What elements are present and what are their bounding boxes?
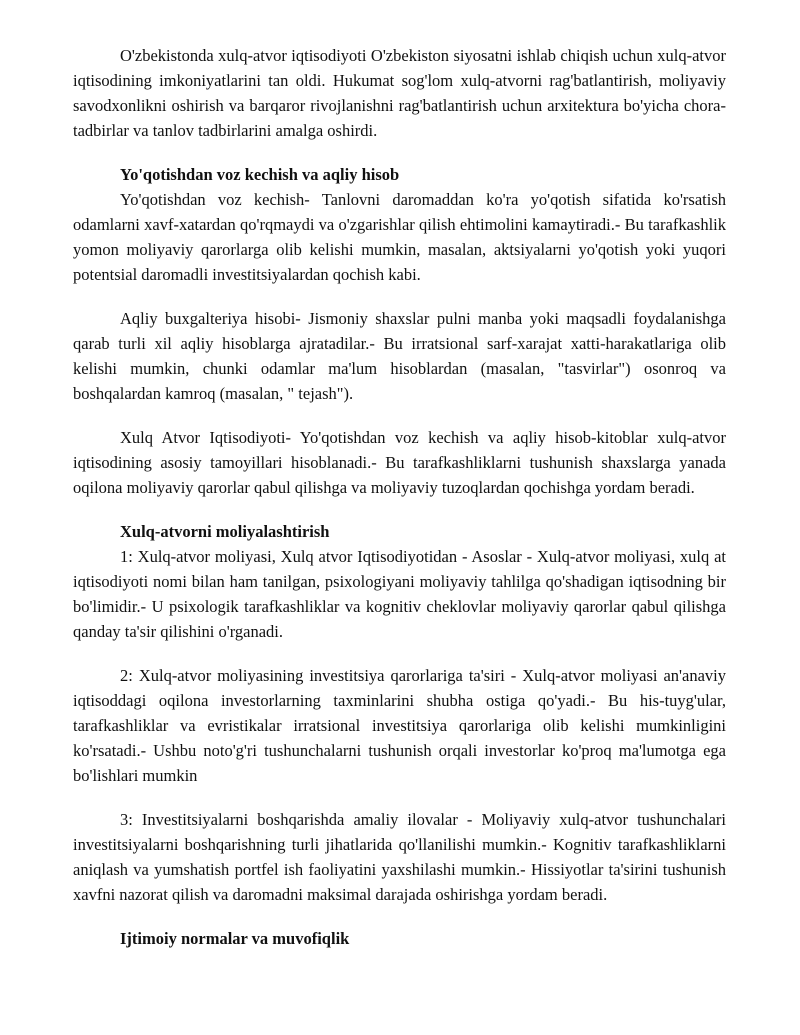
section-heading-loss-aversion: Yo'qotishdan voz kechish va aqliy hisob [120,165,400,184]
paragraph-finance-3: 3: Investitsiyalarni boshqarishda amaliy ilovalar - Moliyaviy xulq-atvor tushunchalari investitsiyalarni boshqarishning turli jihatlarida qo'llanilishi mumkin.- Kognitiv tarafkashliklarni aniqlash va yumshatish portfel ish faoliyatini yaxshilashi mumkin.- Hissiyotlar ta'sirini tushunish xavfni nazorat qilish va daromadni maksimal darajada oshirishga yordam beradi. [73,810,726,904]
section-heading-behavioral-finance: Xulq-atvorni moliyalashtirish [120,522,330,541]
document-page [73,43,726,951]
paragraph-mental-accounting: Aqliy buxgalteriya hisobi- Jismoniy shaxslar pulni manba yoki maqsadli foydalanishga qarab turli xil aqliy hisoblarga ajratadilar.- Bu irratsional sarf-xarajat xatti-harakatlariga olib kelishi mumkin, chunki odamlar ma'lum hisoblardan (masalan, "tasvirlar") osonroq va boshqalardan kamroq (masalan, " tejash"). [73,309,726,403]
paragraph-loss-aversion: Yo'qotishdan voz kechish- Tanlovni daromaddan ko'ra yo'qotish sifatida ko'rsatish odamlarni xavf-xatardan qo'rqmaydi va o'zgarishlar qilish ehtimolini kamaytiradi.- Bu tarafkashlik yomon moliyaviy qarorlarga olib kelishi mumkin, masalan, aktsiyalarni yo'qotish yoki yuqori potentsial daromadli investitsiyalardan qochish kabi. [73,190,726,284]
intro-paragraph: O'zbekistonda xulq-atvor iqtisodiyoti O'zbekiston siyosatni ishlab chiqish uchun xulq-atvor iqtisodining imkoniyatlarini tan oldi. Hukumat sog'lom xulq-atvorni rag'batlantirish, moliyaviy savodxonlikni oshirish va barqaror rivojlanishni rag'batlantirish uchun arxitektura bo'yicha chora-tadbirlar va tanlov tadbirlarini amalga oshirdi. [73,46,726,140]
paragraph-behavioral-economics: Xulq Atvor Iqtisodiyoti- Yo'qotishdan voz kechish va aqliy hisob-kitoblar xulq-atvor iqtisodining asosiy tamoyillari hisoblanadi.- Bu tarafkashliklarni tushunish shaxslarga yanada oqilona moliyaviy qarorlar qabul qilishga va moliyaviy tuzoqlardan qochishga yordam beradi. [73,428,726,497]
paragraph-finance-1: 1: Xulq-atvor moliyasi, Xulq atvor Iqtisodiyotidan - Asoslar - Xulq-atvor moliyasi, xulq at iqtisodiyoti nomi bilan ham tanilgan, psixologiyani moliyaviy tahlilga qo'shadigan iqtisodning bir bo'limidir.- U psixologik tarafkashliklar va kognitiv cheklovlar moliyaviy qarorlar qabul qilishga qanday ta'sir qilishini o'rganadi. [73,547,726,641]
section-heading-social-norms: Ijtimoiy normalar va muvofiqlik [120,929,350,948]
paragraph-finance-2: 2: Xulq-atvor moliyasining investitsiya qarorlariga ta'siri - Xulq-atvor moliyasi an'anaviy iqtisoddagi oqilona investorlarning taxminlarini shubha ostiga qo'yadi.- Bu his-tuyg'ular, tarafkashliklar va evristikalar irratsional investitsiya qarorlariga olib kelishi mumkinligini ko'rsatadi.- Ushbu noto'g'ri tushunchalarni tushunish orqali investorlar ko'proq ma'lumotga ega bo'lishlari mumkin [73,666,726,785]
